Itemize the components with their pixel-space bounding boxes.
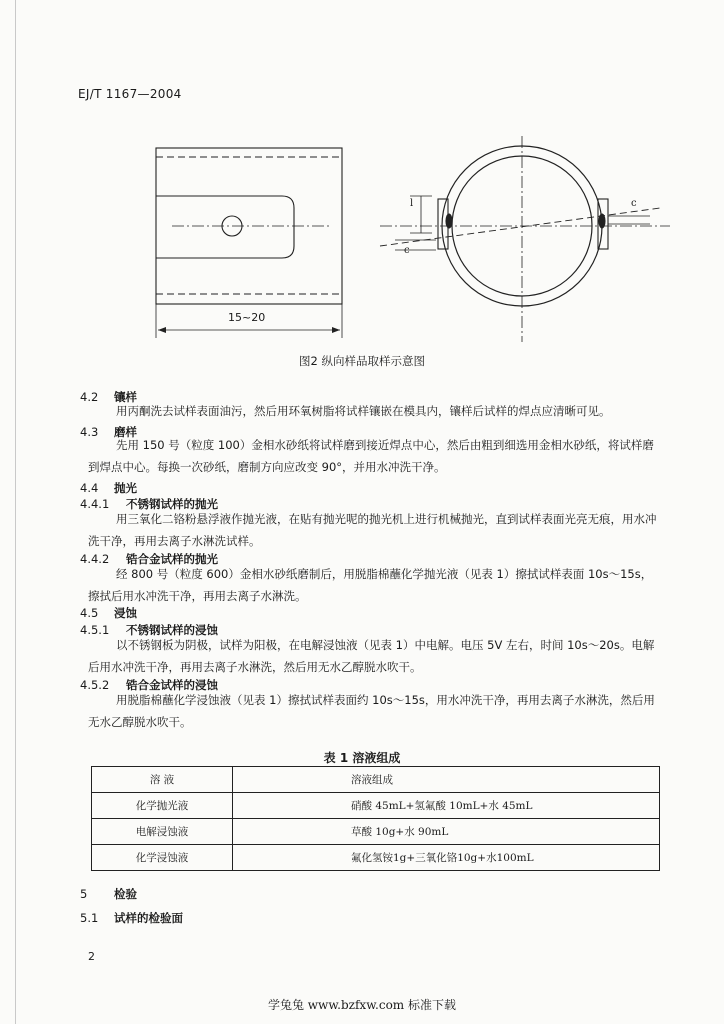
table-cell: 电解浸蚀液: [92, 819, 233, 845]
page-number: 2: [88, 950, 95, 963]
subsection-heading: 5.1 试样的检验面: [80, 911, 183, 925]
section-heading: 4.2 镶样: [80, 390, 137, 404]
figure-dimension-label: 15~20: [228, 311, 266, 324]
subsection-heading: 4.4.2 锆合金试样的抛光: [80, 552, 218, 566]
table-caption: 表 1 溶液组成: [323, 751, 401, 765]
footer-watermark: 学兔兔 www.bzfxw.com 标准下载: [267, 998, 457, 1012]
left-weld-spot: [446, 214, 452, 228]
figure-label-c-right: c: [631, 198, 637, 209]
paragraph: 以不锈钢板为阴极，试样为阳极，在电解浸蚀液（见表 1）中电解。电压 5V 左右，时间 10s～20s。电解后用水冲洗干净，再用去离子水淋洗，然后用无水乙醇脱水吹干。: [88, 638, 655, 674]
section-heading: 4.4 抛光: [80, 481, 137, 495]
table-row: [92, 845, 660, 871]
table-header-row: [92, 767, 660, 793]
subsection-heading: 4.4.1 不锈钢试样的抛光: [80, 497, 218, 511]
table-header-cell: 溶 液: [92, 767, 233, 793]
figure-label-c-left: c: [404, 245, 410, 256]
table-cell: 硝酸 45mL+氢氟酸 10mL+水 45mL: [233, 793, 660, 819]
table-row: [92, 819, 660, 845]
sample-cut-outline: [156, 196, 294, 258]
paragraph: 用脱脂棉蘸化学浸蚀液（见表 1）擦拭试样表面约 10s～15s，用水冲洗干净，再用去离子水淋洗，然后用无水乙醇脱水吹干。: [88, 693, 655, 729]
table-cell: 化学抛光液: [92, 793, 233, 819]
document-code: EJ/T 1167—2004: [78, 87, 182, 101]
paragraph: 先用 150 号（粒度 100）金相水砂纸将试样磨到接近焊点中心，然后由粗到细选用金相水砂纸，将试样磨到焊点中心。每换一次砂纸，磨制方向应改变 90°，并用水冲洗干净。: [88, 438, 654, 474]
figure-2-drawing: [0, 0, 724, 350]
table-cell: 草酸 10g+水 90mL: [233, 819, 660, 845]
figure-caption: 图2 纵向样品取样示意图: [299, 354, 425, 368]
subsection-heading: 4.5.1 不锈钢试样的浸蚀: [80, 623, 218, 637]
section-heading: 5 检验: [80, 887, 137, 901]
subsection-heading: 4.5.2 锆合金试样的浸蚀: [80, 678, 218, 692]
table-header-cell: 溶液组成: [233, 767, 660, 793]
figure-label-l: l: [410, 198, 414, 209]
section-heading: 4.3 磨样: [80, 425, 137, 439]
paragraph: 用丙酮洗去试样表面油污，然后用环氧树脂将试样镶嵌在模具内，镶样后试样的焊点应清晰可见。: [116, 404, 611, 418]
paragraph: 用三氧化二铬粉悬浮液作抛光液，在贴有抛光呢的抛光机上进行机械抛光，直到试样表面光亮无痕，用水冲洗干净，再用去离子水淋洗试样。: [88, 512, 657, 548]
section-heading: 4.5 浸蚀: [80, 606, 137, 620]
paragraph: 经 800 号（粒度 600）金相水砂纸磨制后，用脱脂棉蘸化学抛光液（见表 1）擦拭试样表面 10s～15s，擦拭后用水冲洗干净，再用去离子水淋洗。: [88, 567, 653, 603]
table-cell: 化学浸蚀液: [92, 845, 233, 871]
table-row: [92, 793, 660, 819]
solution-table: [91, 766, 660, 871]
table-cell: 氟化氢铵1g+三氧化铬10g+水100mL: [233, 845, 660, 871]
